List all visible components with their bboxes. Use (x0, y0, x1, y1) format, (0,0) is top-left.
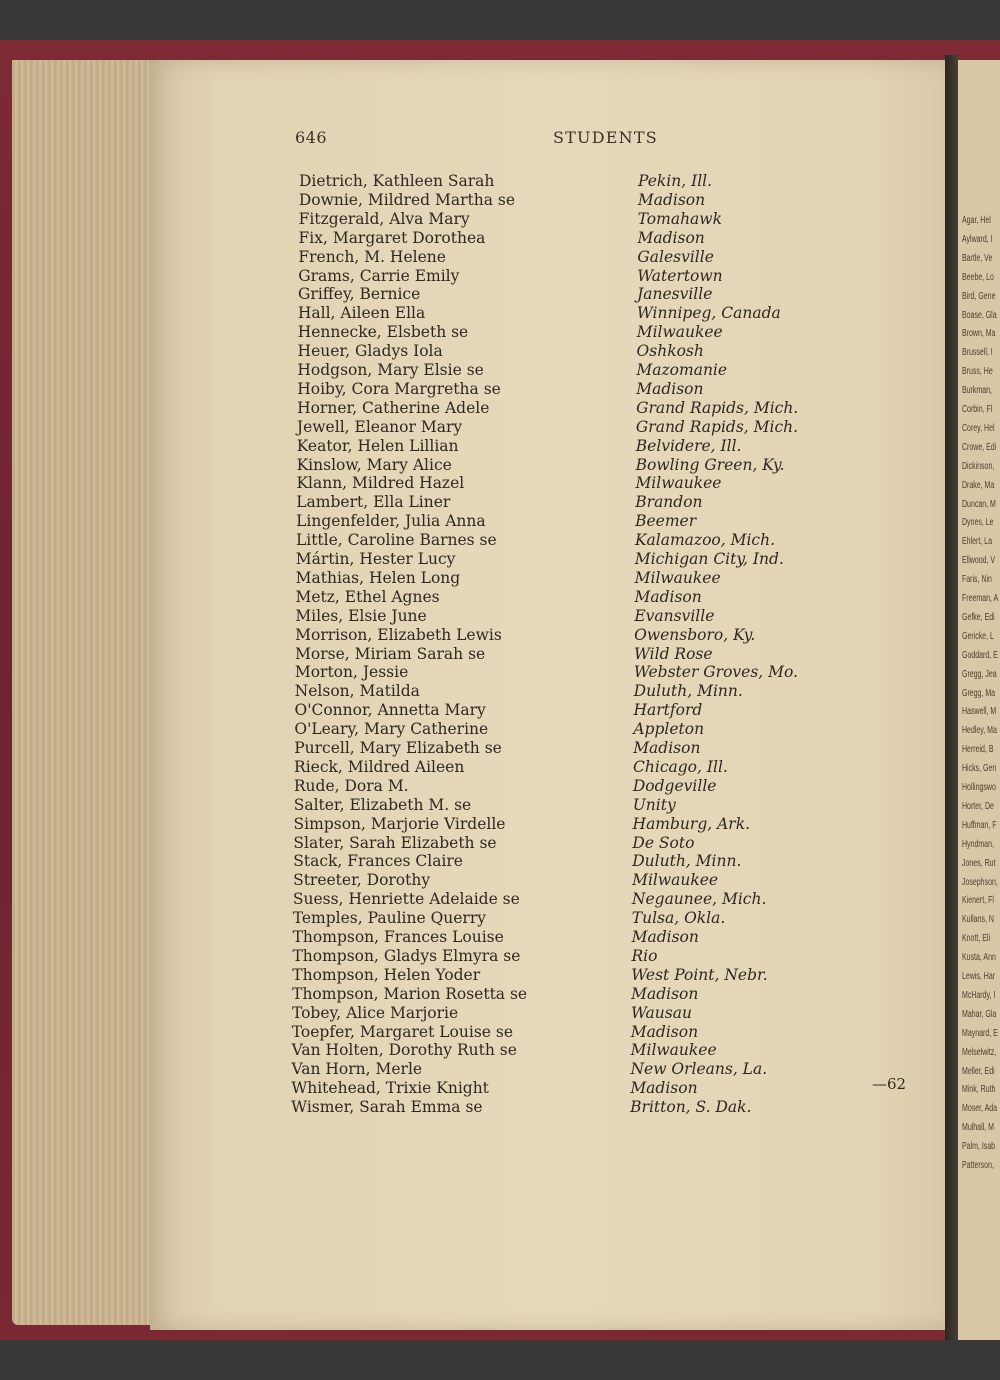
student-row (0, 720, 705, 739)
student-hometown: Duluth, Minn. (633, 682, 743, 701)
adjacent-page-line: Palm, Isab (962, 1141, 996, 1153)
student-row (0, 1003, 692, 1023)
student-row (0, 757, 728, 777)
student-row (0, 209, 722, 229)
student-row (0, 606, 715, 626)
adjacent-page-line: Ellwood, V (962, 555, 996, 567)
adjacent-page-line: Mink, Ruth (962, 1084, 996, 1096)
adjacent-page-line: Kusta, Ann (962, 952, 996, 964)
student-row (0, 852, 742, 871)
student-hometown: Madison (631, 928, 699, 946)
student-hometown: Webster Groves, Mo. (633, 663, 799, 682)
adjacent-page-line: Faris, Nin (962, 574, 992, 586)
student-hometown: Chicago, Ill. (633, 757, 728, 776)
student-row (0, 909, 726, 928)
student-name: Nelson, Matilda (294, 682, 420, 701)
student-hometown: New Orleans, La. (630, 1060, 768, 1079)
student-row (0, 1098, 752, 1117)
student-row (0, 550, 784, 569)
student-name: Keator, Helen Lillian (296, 436, 459, 455)
student-name: O'Leary, Mary Catherine (294, 720, 489, 739)
adjacent-page-line: Lewis, Har (962, 971, 996, 982)
adjacent-page-line: Brussell, I (962, 347, 993, 359)
adjacent-page-line: Hedley, Ma (962, 725, 997, 737)
student-name: Horner, Catherine Adele (297, 398, 490, 417)
student-hometown: Bowling Green, Ky. (635, 455, 785, 474)
student-row (0, 474, 722, 493)
student-hometown: Dodgeville (632, 776, 717, 795)
adjacent-page-line: Kullans, N (962, 914, 994, 926)
student-row (0, 323, 723, 342)
student-row (0, 625, 756, 645)
adjacent-page-line: Hollingswo (962, 782, 996, 793)
student-hometown: Kalamazoo, Mich. (634, 531, 776, 550)
adjacent-page-line: Agar, Hel (962, 215, 991, 226)
book-gutter (945, 55, 959, 1340)
student-hometown: Rio (631, 946, 658, 965)
student-row (0, 172, 713, 191)
student-hometown: De Soto (632, 833, 695, 852)
adjacent-page-line: Boase, Gla (962, 309, 997, 321)
student-name: Purcell, Mary Elizabeth se (294, 739, 502, 757)
student-name: Klann, Mildred Hazel (296, 474, 465, 493)
student-name: Streeter, Dorothy (293, 871, 431, 890)
adjacent-page-line: Horter, De (962, 800, 994, 812)
page-title: STUDENTS (553, 128, 658, 147)
adjacent-page-line: Hicks, Gen (962, 763, 997, 775)
adjacent-page-line: Gericke, L (962, 630, 994, 642)
adjacent-page-line: Maynard, E (962, 1027, 998, 1039)
student-hometown: Brandon (635, 493, 703, 512)
page-number: 646 (295, 128, 328, 147)
adjacent-page-line: Corey, Hel (962, 422, 995, 434)
adjacent-page (958, 60, 1000, 1340)
student-row (0, 512, 697, 531)
student-name: Hall, Aileen Ella (297, 304, 426, 323)
student-name: Lambert, Ella Liner (296, 493, 451, 512)
student-name: Morrison, Elizabeth Lewis (295, 625, 502, 644)
student-hometown: Madison (636, 379, 704, 398)
student-hometown: Owensboro, Ky. (634, 625, 756, 644)
signature-mark: —62 (872, 1075, 907, 1093)
student-row (0, 833, 695, 853)
student-row (0, 531, 776, 550)
student-name: Simpson, Marjorie Virdelle (293, 814, 506, 833)
adjacent-page-line: Dickinson, (962, 460, 995, 472)
student-name: Suess, Henriette Adelaide se (292, 890, 520, 909)
student-row (0, 587, 702, 607)
student-name: Van Holten, Dorothy Ruth se (291, 1041, 517, 1060)
student-name: Thompson, Frances Louise (292, 928, 504, 946)
student-row (0, 417, 799, 437)
student-name: Fix, Margaret Dorothea (298, 228, 486, 247)
adjacent-page-line: Patterson, (962, 1160, 994, 1171)
student-name: Metz, Ethel Agnes (295, 587, 440, 606)
adjacent-page-line: Kienert, Fl (962, 895, 994, 907)
student-hometown: Grand Rapids, Mich. (635, 417, 799, 436)
student-row (0, 1060, 768, 1079)
adjacent-page-line: Goddard, E (962, 649, 998, 661)
adjacent-page-line: Freeman, A (962, 593, 999, 604)
student-hometown: Milwaukee (634, 568, 721, 587)
student-hometown: Milwaukee (630, 1041, 717, 1060)
student-hometown: Tulsa, Okla. (631, 909, 726, 928)
student-name: Mártin, Hester Lucy (295, 550, 456, 568)
adjacent-page-line: Meller, Edi (962, 1065, 995, 1077)
adjacent-page-line: Gregg, Ma (962, 687, 996, 699)
student-row (0, 928, 699, 947)
student-name: Little, Caroline Barnes se (295, 531, 497, 550)
student-hometown: Mazomanie (636, 361, 728, 379)
student-row (0, 739, 701, 758)
adjacent-page-line: Josephson, (962, 876, 998, 888)
student-name: Mathias, Helen Long (295, 568, 461, 587)
student-row (0, 228, 705, 248)
student-row (0, 285, 713, 304)
student-name: Jewell, Eleanor Mary (296, 417, 463, 436)
student-row (0, 965, 768, 985)
student-hometown: Madison (630, 1022, 699, 1041)
student-hometown: Wausau (630, 1003, 692, 1022)
student-hometown: Pekin, Ill. (638, 172, 713, 190)
student-hometown: Negaunee, Mich. (631, 890, 767, 909)
student-hometown: Oshkosh (636, 342, 704, 361)
student-name: Miles, Elsie June (295, 606, 427, 625)
student-name: Salter, Elizabeth M. se (293, 795, 472, 814)
student-row (0, 795, 676, 815)
student-name: Whitehead, Trixie Knight (291, 1079, 489, 1098)
student-name: Rieck, Mildred Aileen (294, 757, 465, 776)
student-hometown: Britton, S. Dak. (630, 1098, 752, 1117)
student-hometown: Watertown (637, 266, 723, 285)
student-hometown: Madison (633, 739, 701, 757)
student-hometown: Wild Rose (634, 644, 713, 663)
adjacent-page-line: Jones, Rut (962, 857, 996, 869)
student-name: Hodgson, Mary Elsie se (297, 361, 484, 379)
student-name: Toepfer, Margaret Louise se (291, 1022, 513, 1041)
student-row (0, 379, 704, 399)
student-name: Thompson, Gladys Elmyra se (292, 946, 521, 965)
student-name: Stack, Frances Claire (293, 852, 463, 871)
adjacent-page-line: Moser, Ada (962, 1103, 998, 1115)
student-row (0, 871, 719, 890)
student-name: Fitzgerald, Alva Mary (298, 209, 470, 228)
adjacent-page-line: Burkman, (962, 385, 992, 397)
adjacent-page-line: Huffman, F (962, 819, 997, 831)
student-hometown: Madison (637, 228, 705, 247)
student-row (0, 455, 785, 475)
student-hometown: Grand Rapids, Mich. (636, 398, 799, 417)
adjacent-page-line: Mulhall, M (962, 1122, 994, 1134)
adjacent-page-line: Herreid, B (962, 744, 994, 756)
student-row (0, 568, 721, 588)
adjacent-page-line: Aylward, I (962, 233, 993, 245)
student-row (0, 398, 799, 418)
student-row (0, 814, 751, 834)
adjacent-page-line: Mahar, Gla (962, 1008, 997, 1020)
student-name: Slater, Sarah Elizabeth se (293, 833, 497, 852)
student-row (0, 1041, 717, 1060)
student-row (0, 304, 781, 323)
adjacent-page-line: McHardy, I (962, 989, 996, 1001)
student-name: Hoiby, Cora Margretha se (297, 379, 501, 398)
student-row (0, 701, 703, 720)
adjacent-page-line: Bird, Gene (962, 290, 996, 302)
student-hometown: Madison (631, 984, 699, 1003)
student-name: Hennecke, Elsbeth se (297, 323, 469, 342)
student-name: O'Connor, Annetta Mary (294, 701, 486, 720)
student-hometown: Beemer (635, 512, 697, 531)
adjacent-page-line: Crowe, Edi (962, 441, 997, 453)
student-name: Griffey, Bernice (298, 285, 421, 304)
student-name: Dietrich, Kathleen Sarah (299, 172, 495, 190)
student-name: Morton, Jessie (294, 663, 409, 682)
student-name: Heuer, Gladys Iola (297, 342, 443, 361)
student-row (0, 946, 658, 966)
student-hometown: Milwaukee (636, 323, 723, 342)
student-row (0, 342, 704, 361)
student-row (0, 266, 723, 286)
student-hometown: Madison (637, 190, 706, 209)
student-row (0, 1022, 699, 1042)
student-row (0, 361, 728, 380)
student-hometown: Janesville (637, 285, 713, 304)
student-name: Van Horn, Merle (291, 1060, 423, 1079)
student-hometown: Hartford (633, 701, 703, 720)
student-hometown: Milwaukee (632, 871, 719, 890)
student-hometown: Hamburg, Ark. (632, 814, 751, 833)
student-row (0, 190, 706, 210)
student-name: Rude, Dora M. (293, 776, 409, 795)
student-hometown: Madison (634, 587, 702, 606)
adjacent-page-line: Hyndman, (962, 838, 994, 850)
student-row (0, 776, 717, 796)
student-row (0, 682, 743, 701)
adjacent-page-line: Duncan, M (962, 498, 996, 510)
student-name: Lingenfelder, Julia Anna (296, 512, 486, 531)
student-hometown: Belvidere, Ill. (635, 436, 742, 455)
adjacent-page-line: Corbin, Fl (962, 404, 993, 415)
adjacent-page-line: Dynes, Le (962, 517, 994, 529)
student-name: Grams, Carrie Emily (298, 266, 460, 285)
student-name: Downie, Mildred Martha se (298, 190, 515, 209)
student-row (0, 984, 699, 1004)
student-name: Morse, Miriam Sarah se (295, 644, 486, 663)
student-hometown: Winnipeg, Canada (636, 304, 781, 323)
adjacent-page-line: Drake, Ma (962, 479, 995, 491)
student-name: Thompson, Marion Rosetta se (292, 984, 528, 1003)
student-hometown: Tomahawk (637, 209, 722, 228)
student-name: Wismer, Sarah Emma se (291, 1098, 483, 1117)
adjacent-page-line: Beebe, Lo (962, 271, 994, 283)
student-row (0, 644, 713, 664)
student-name: French, M. Helene (298, 247, 446, 266)
student-hometown: Galesville (637, 247, 714, 266)
adjacent-page-line: Haswell, M (962, 706, 997, 718)
student-hometown: Duluth, Minn. (632, 852, 742, 871)
student-row (0, 663, 799, 682)
student-hometown: Madison (630, 1079, 698, 1098)
student-hometown: Milwaukee (635, 474, 722, 493)
adjacent-page-line: Knott, Eli (962, 933, 991, 945)
student-name: Thompson, Helen Yoder (292, 965, 481, 984)
adjacent-page-line: Melselwitz, (962, 1046, 997, 1058)
adjacent-page-line: Bruss, He (962, 366, 993, 378)
adjacent-page-line: Gefke, Edi (962, 611, 995, 623)
student-row (0, 890, 767, 909)
student-hometown: Unity (632, 795, 676, 814)
student-row (0, 247, 714, 267)
student-hometown: Evansville (634, 606, 715, 625)
student-row (0, 1079, 698, 1098)
adjacent-page-line: Ehlert, La (962, 536, 992, 548)
adjacent-page-line: Gregg, Jea (962, 668, 997, 680)
adjacent-page-line: Bartle, Ve (962, 252, 993, 264)
student-hometown: Michigan City, Ind. (634, 550, 784, 568)
student-row (0, 436, 742, 456)
student-name: Temples, Pauline Querry (292, 909, 487, 928)
student-hometown: West Point, Nebr. (631, 965, 768, 984)
student-name: Kinslow, Mary Alice (296, 455, 452, 474)
student-row (0, 493, 703, 512)
student-hometown: Appleton (633, 720, 705, 739)
student-name: Tobey, Alice Marjorie (291, 1003, 459, 1022)
adjacent-page-line: Brown, Ma (962, 328, 996, 340)
